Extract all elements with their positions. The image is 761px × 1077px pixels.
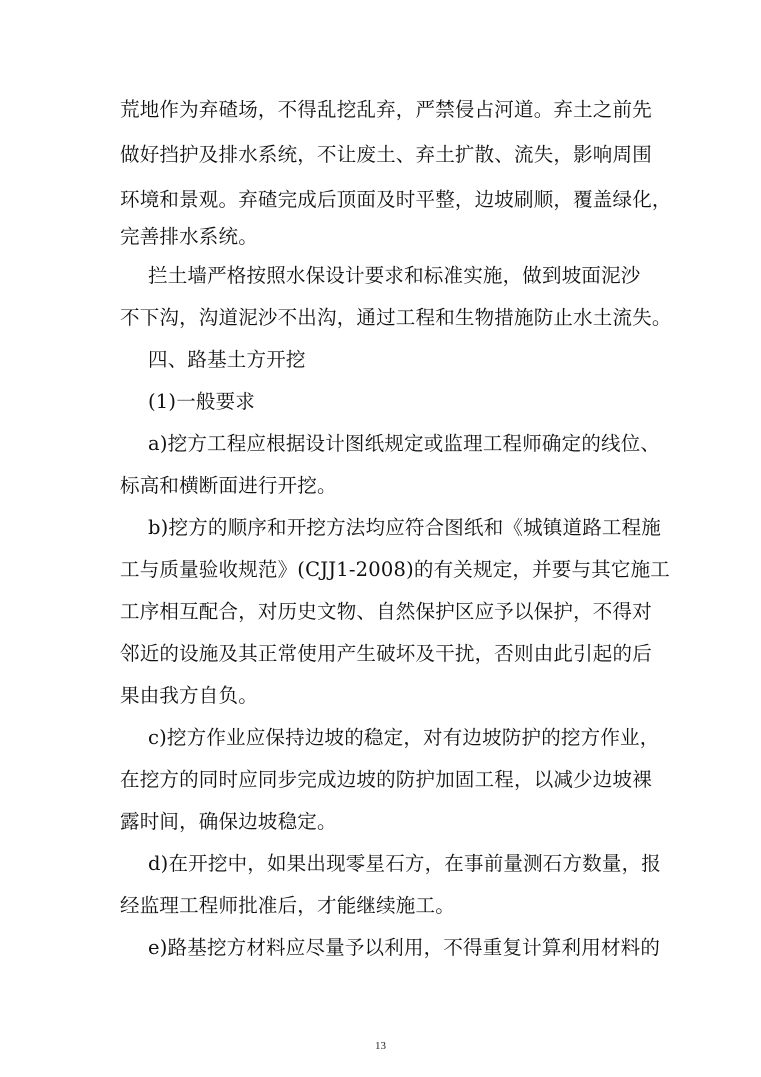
text-line: 拦土墙严格按照水保设计要求和标准实施，做到坡面泥沙 [148,264,641,287]
page-number: 13 [375,1040,386,1052]
text-line: 做好挡护及排水系统，不让废土、弃土扩散、流失，影响周围 [120,143,652,166]
text-line: 完善排水系统。 [120,225,258,248]
text-line: 标高和横断面进行开挖。 [120,474,337,497]
text-line: 工与质量验收规范》(CJJ1-2008)的有关规定，并要与其它施工 [120,558,670,581]
text-line: 邻近的设施及其正常使用产生破坏及干扰，否则由此引起的后 [120,642,652,665]
subsection-heading: (1)一般要求 [148,390,256,413]
text-line: c)挖方作业应保持边坡的稳定，对有边坡防护的挖方作业， [148,726,660,749]
section-heading: 四、路基土方开挖 [148,348,306,371]
text-line: a)挖方工程应根据设计图纸规定或监理工程师确定的线位、 [148,432,661,455]
text-line: 不下沟，沟道泥沙不出沟，通过工程和生物措施防止水土流失。 [120,306,672,329]
text-line: 果由我方自负。 [120,684,258,707]
text-line: 经监理工程师批准后，才能继续施工。 [120,894,455,917]
text-line: d)在开挖中，如果出现零星石方，在事前量测石方数量，报 [148,852,661,875]
text-line: 环境和景观。弃碴完成后顶面及时平整，边坡刷顺，覆盖绿化， [120,188,672,211]
text-line: 工序相互配合，对历史文物、自然保护区应予以保护，不得对 [120,600,652,623]
text-line: 荒地作为弃碴场，不得乱挖乱弃，严禁侵占河道。弃土之前先 [120,98,652,121]
text-line: 在挖方的同时应同步完成边坡的防护加固工程，以减少边坡裸 [120,768,652,791]
text-line: 露时间，确保边坡稳定。 [120,810,337,833]
text-line: b)挖方的顺序和开挖方法均应符合图纸和《城镇道路工程施 [148,516,661,539]
text-line: e)路基挖方材料应尽量予以利用，不得重复计算利用材料的 [148,936,661,959]
